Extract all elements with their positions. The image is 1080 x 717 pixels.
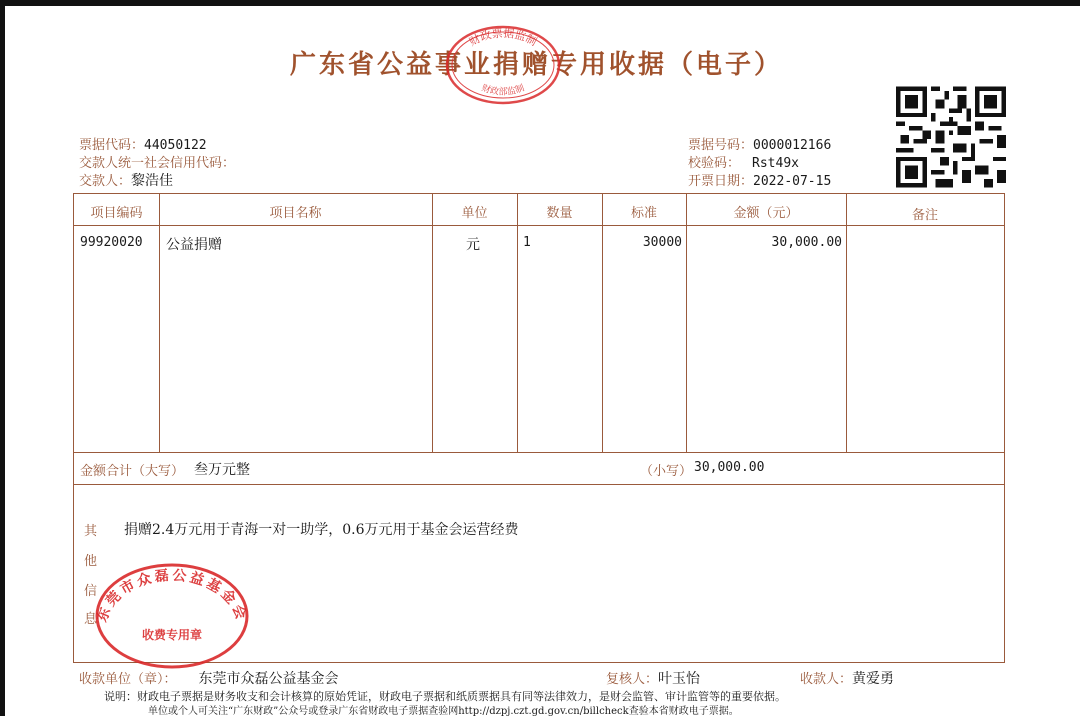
total-lower-value: 30,000.00: [694, 460, 765, 475]
col-divider: [846, 194, 847, 452]
payee-unit-row: 收款单位（章）： 东莞市众磊公益基金会: [79, 671, 339, 687]
header-standard: 标准: [630, 206, 657, 221]
seal-center-text: 收费专用章: [141, 628, 203, 642]
reviewer-row: 复核人：叶玉怡: [606, 671, 701, 687]
col-divider: [686, 194, 687, 452]
note-line-1: 说明：财政电子票据是财务收支和会计核算的原始凭证，财政电子票据和纸质票据具有同等法律效力，是财会监管、审计监管等的重要依据。: [104, 690, 786, 703]
fee-seal-icon: [92, 560, 252, 670]
collector-row: 收款人：黄爱勇: [800, 671, 895, 687]
payer-value: 黎浩佳: [131, 173, 174, 189]
header-amount: 金额（元）: [733, 206, 799, 221]
collector-value: 黄爱勇: [852, 671, 895, 687]
finance-seal-icon: [444, 24, 562, 106]
seal-ring-text: 东莞市众磊公益基金会: [94, 567, 250, 625]
other-info-label-4: 息: [84, 612, 98, 627]
credit-code-row: 交款人统一社会信用代码：: [79, 156, 236, 171]
check-code-value: Rst49x: [752, 156, 799, 171]
header-item-code: 项目编码: [90, 206, 143, 221]
other-info-label-3: 信: [84, 584, 98, 599]
svg-text:财政部监制: [480, 82, 526, 98]
check-code-row: 校验码： Rst49x: [688, 156, 799, 171]
header-unit: 单位: [461, 206, 488, 221]
top-border: [0, 0, 1080, 6]
row-quantity: 1: [523, 235, 531, 250]
bill-code-value: 44050122: [144, 138, 207, 153]
col-divider: [159, 194, 160, 452]
row-item-name: 公益捐赠: [166, 237, 222, 253]
row-standard: 30000: [642, 235, 682, 250]
header-quantity: 数量: [546, 206, 573, 221]
reviewer-value: 叶玉怡: [658, 671, 701, 687]
payer-row: 交款人：黎浩佳: [79, 173, 174, 189]
row-amount: 30,000.00: [771, 235, 842, 250]
svg-text:东莞市众磊公益基金会: [93, 567, 250, 625]
total-lower-label: （小写）: [640, 464, 693, 479]
col-divider: [602, 194, 603, 452]
bill-number-value: 0000012166: [753, 138, 832, 153]
other-info-label-1: 其: [84, 524, 98, 539]
bill-code-row: 票据代码：44050122: [79, 138, 207, 153]
total-upper-value: 叁万元整: [194, 462, 250, 478]
issue-date-row: 开票日期：2022-07-15: [688, 174, 832, 189]
table-header-divider: [74, 225, 1004, 226]
col-divider: [517, 194, 518, 452]
payee-unit-value: 东莞市众磊公益基金会: [198, 671, 339, 687]
table-total-divider: [74, 452, 1004, 453]
left-border: [0, 0, 5, 716]
table-other-divider: [74, 484, 1004, 485]
seal-inner-text: 财政部监制: [479, 83, 527, 98]
row-unit: 元: [466, 237, 480, 253]
other-info-value: 捐赠2.4万元用于青海一对一助学，0.6万元用于基金会运营经费: [124, 522, 519, 538]
note-line-2: 单位或个人可关注“广东财政”公众号或登录广东省财政电子票据查验网http://dzpj.czt.gd.gov.cn/billcheck查验本省财政电子票据。: [148, 706, 739, 717]
qr-code-icon[interactable]: [896, 86, 1006, 188]
col-divider: [432, 194, 433, 452]
header-item-name: 项目名称: [269, 206, 322, 221]
svg-text:财政票据监制: [466, 26, 539, 49]
row-item-code: 99920020: [80, 235, 143, 250]
document-title: 广东省公益事业捐赠专用收据（电子）: [290, 50, 784, 80]
bill-number-row: 票据号码：0000012166: [688, 138, 832, 153]
seal-top-text: 财政票据监制: [466, 26, 540, 49]
other-info-label-2: 他: [84, 554, 98, 569]
issue-date-value: 2022-07-15: [753, 174, 832, 189]
total-upper-label: 金额合计（大写）: [80, 464, 185, 479]
header-remark: 备注: [911, 208, 938, 223]
